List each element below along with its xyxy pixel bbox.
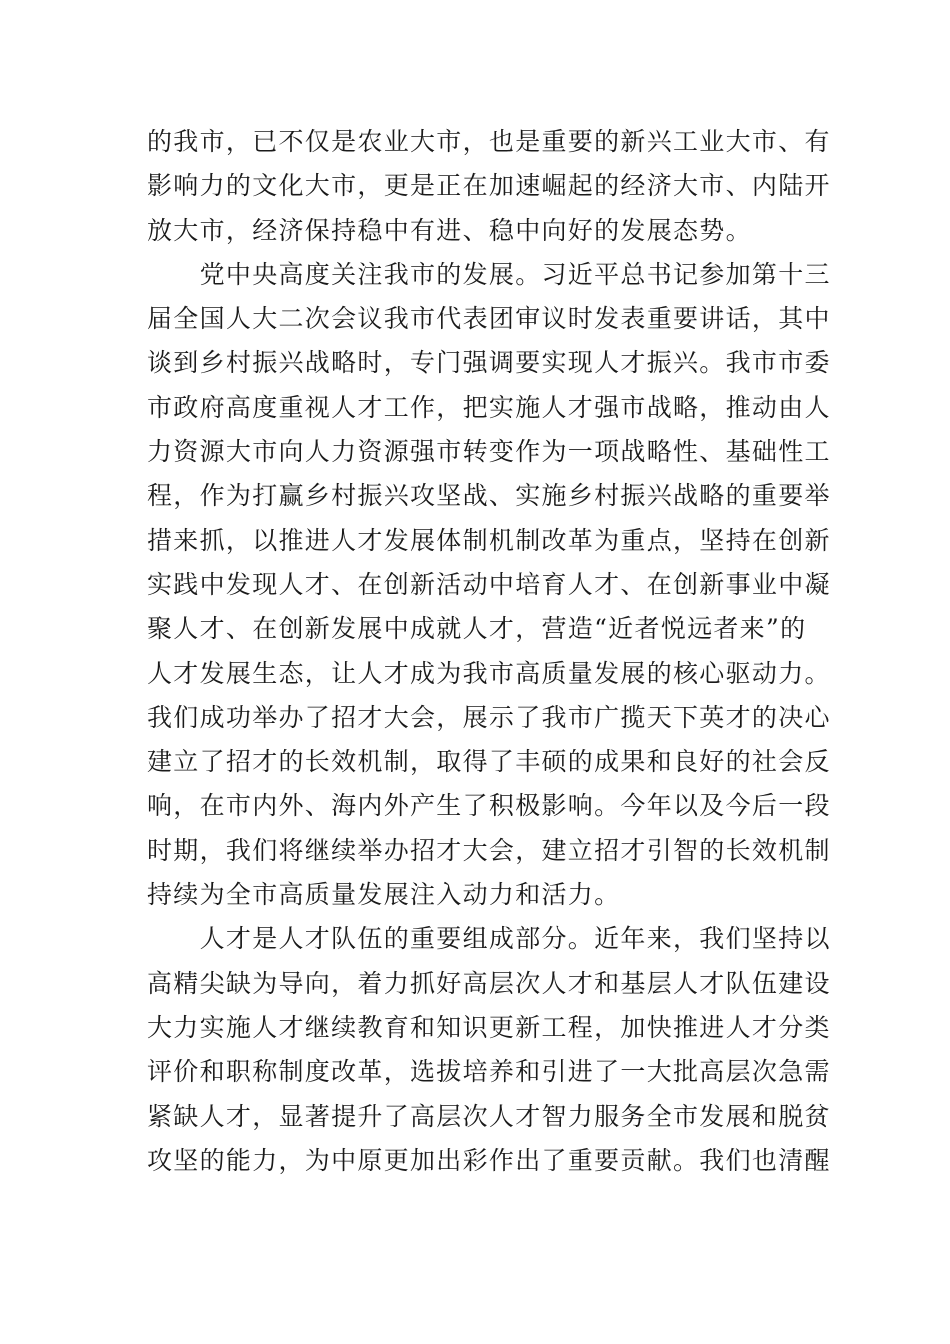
text-line: 建立了招才的长效机制，取得了丰硕的成果和良好的社会反 [147,747,831,777]
text-line: 高精尖缺为导向，着力抓好高层次人才和基层人才队伍建设 [147,968,831,998]
text-line: 时期，我们将继续举办招才大会，建立招才引智的长效机制 [147,835,831,865]
text-line: 人才是人才队伍的重要组成部分。近年来，我们坚持以 [147,924,831,954]
text-line: 力资源大市向人力资源强市转变作为一项战略性、基础性工 [147,437,831,467]
text-line: 措来抓，以推进人才发展体制机制改革为重点，坚持在创新 [147,525,831,555]
text-line: 聚人才、在创新发展中成就人才，营造“近者悦远者来”的 [147,614,807,644]
body-text [147,120,831,1183]
text-line: 大力实施人才继续教育和知识更新工程，加快推进人才分类 [147,1012,831,1042]
text-line: 放大市，经济保持稳中有进、稳中向好的发展态势。 [147,215,752,245]
text-line: 评价和职称制度改革，选拔培养和引进了一大批高层次急需 [147,1057,831,1087]
text-line: 届全国人大二次会议我市代表团审议时发表重要讲话，其中 [147,304,831,334]
text-line: 持续为全市高质量发展注入动力和活力。 [147,880,621,910]
text-line: 实践中发现人才、在创新活动中培育人才、在创新事业中凝 [147,569,831,599]
text-line: 攻坚的能力，为中原更加出彩作出了重要贡献。我们也清醒 [147,1145,831,1175]
text-line: 谈到乡村振兴战略时，专门强调要实现人才振兴。我市市委 [147,348,831,378]
text-line: 的我市，已不仅是农业大市，也是重要的新兴工业大市、有 [147,127,831,156]
text-line: 程，作为打赢乡村振兴攻坚战、实施乡村振兴战略的重要举 [147,481,831,511]
text-line: 紧缺人才，显著提升了高层次人才智力服务全市发展和脱贫 [147,1101,831,1131]
text-line: 影响力的文化大市，更是正在加速崛起的经济大市、内陆开 [147,171,831,201]
text-line: 市政府高度重视人才工作，把实施人才强市战略，推动由人 [147,392,831,422]
text-line: 党中央高度关注我市的发展。习近平总书记参加第十三 [147,259,831,289]
text-line: 人才发展生态，让人才成为我市高质量发展的核心驱动力。 [147,658,831,688]
text-line: 我们成功举办了招才大会，展示了我市广揽天下英才的决心 [147,702,831,732]
text-line: 响，在市内外、海内外产生了积极影响。今年以及今后一段 [147,791,831,821]
